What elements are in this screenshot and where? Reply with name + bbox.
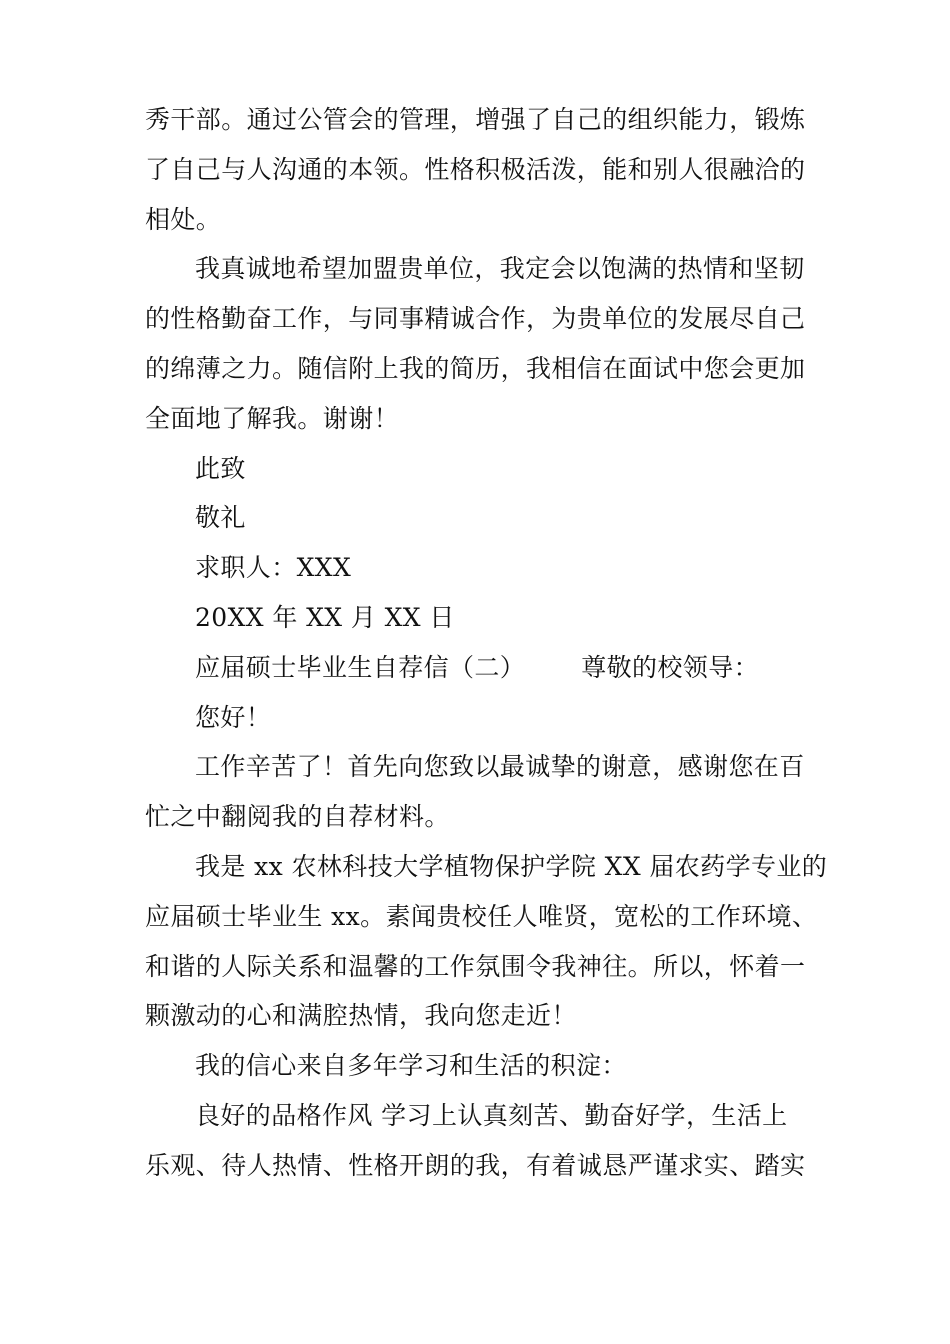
closing-salutation: 此致	[195, 453, 246, 483]
text-line: 的性格勤奋工作，与同事精诚合作，为贵单位的发展尽自己	[145, 304, 806, 334]
text-line: 应届硕士毕业生 xx。素闻贵校任人唯贤，宽松的工作环境、	[145, 901, 818, 931]
section-title-line	[145, 643, 810, 693]
text-line: 我是 xx 农林科技大学植物保护学院 XX 届农药学专业的	[195, 851, 828, 881]
section-title: 应届硕士毕业生自荐信（二）	[195, 652, 526, 682]
letter-body	[145, 95, 828, 1191]
text-line: 相处。	[145, 204, 222, 234]
text-line: 我的信心来自多年学习和生活的积淀：	[195, 1051, 627, 1081]
text-line: 良好的品格作风 学习上认真刻苦、勤奋好学，生活上	[195, 1100, 788, 1130]
text-line: 了自己与人沟通的本领。性格积极活泼，能和别人很融洽的	[145, 154, 806, 184]
text-line: 我真诚地希望加盟贵单位，我定会以饱满的热情和坚韧	[195, 254, 805, 284]
text-line: 忙之中翻阅我的自荐材料。	[145, 802, 450, 832]
applicant-signature: 求职人：XXX	[195, 553, 352, 583]
text-line: 的绵薄之力。随信附上我的简历，我相信在面试中您会更加	[145, 353, 806, 383]
letter-date: 20XX 年 XX 月 XX 日	[195, 602, 455, 632]
text-line: 颗激动的心和满腔热情，我向您走近！	[145, 1001, 577, 1031]
text-line: 乐观、待人热情、性格开朗的我，有着诚恳严谨求实、踏实	[145, 1150, 806, 1180]
greeting-line: 您好！	[195, 702, 272, 732]
text-line: 全面地了解我。谢谢！	[145, 403, 400, 433]
greeting-addressee: 尊敬的校领导：	[581, 652, 760, 682]
text-line: 和谐的人际关系和温馨的工作氛围令我神往。所以，怀着一	[145, 951, 806, 981]
closing-respect: 敬礼	[195, 503, 246, 533]
text-line: 工作辛苦了！首先向您致以最诚挚的谢意，感谢您在百	[195, 752, 805, 782]
text-line: 秀干部。通过公管会的管理，增强了自己的组织能力，锻炼	[145, 105, 806, 134]
